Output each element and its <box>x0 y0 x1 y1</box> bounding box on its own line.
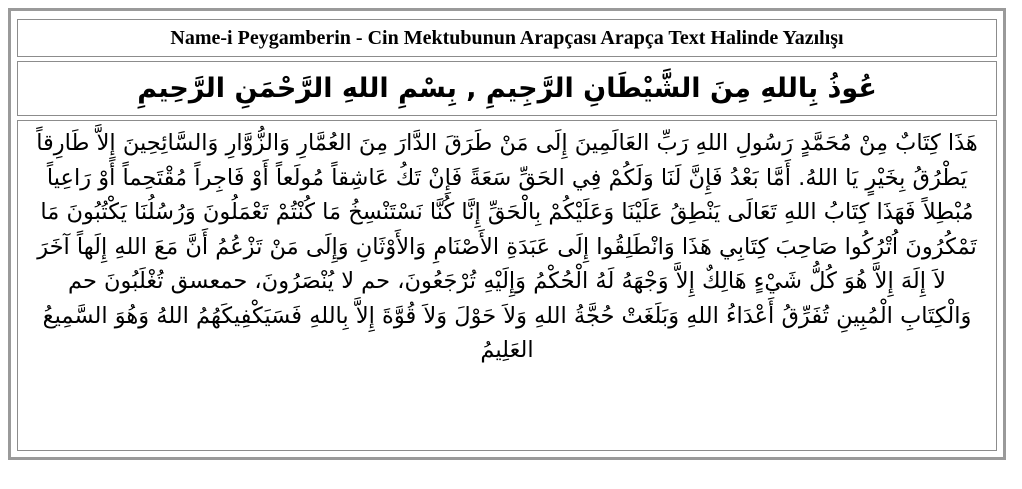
title-cell <box>17 19 997 57</box>
content-table <box>8 8 1006 460</box>
page-title: Name-i Peygamberin - Cin Mektubunun Arapçası Arapça Text Halinde Yazılışı <box>170 27 844 49</box>
basmala-cell <box>17 61 997 116</box>
letter-body-cell <box>17 120 997 451</box>
letter-body-text: هَذَا كِتَابٌ مِنْ مُحَمَّدٍ رَسُولِ اللهِ رَبِّ العَالَمِينَ إِلَى مَنْ طَرَقَ الدَّارَ مِنَ العُمَّارِ وَالزُّوَّارِ وَالسَّائِحِينَ إِلاَّ طَارِقاً يَطْرُقُ بِخَيْرٍ يَا اللهُ. أَمَّا بَعْدُ فَإِنَّ لَنَا وَلَكُمْ فِي الحَقِّ سَعَةً فَإِنْ تَكُ عَاشِقاً مُولَعاً أَوْ فَاجِراً مُقْتَحِماً أَوْ رَاعِياً مُبْطِلاً فَهَذَا كِتَابُ اللهِ تَعَالَى يَنْطِقُ عَلَيْنَا وَعَلَيْكُمْ بِالْحَقِّ إِنَّا كُنَّا نَسْتَنْسِخُ مَا كُنْتُمْ تَعْمَلُونَ وَرُسُلُنَا يَكْتُبُونَ مَا تَمْكُرُونَ اُتْرُكُوا صَاحِبَ كِتَابِي هَذَا وَانْطَلِقُوا إِلَى عَبَدَةِ الأَصْنَامِ وَالأَوْثَانِ وَإِلَى مَنْ تَزْعُمُ أَنَّ مَعَ اللهِ إِلَهاً آخَرَ لاَ إِلَهَ إِلاَّ هُوَ كُلُّ شَيْءٍ هَالِكٌ إِلاَّ وَجْهَهُ لَهُ الْحُكْمُ وَإِلَيْهِ تُرْجَعُونَ، حم لا يُنْصَرُونَ، حمعسق تُغْلَبُونَ حم وَالْكِتَابِ الْمُبِينِ تُفَرِّقُ أَعْدَاءُ اللهِ وَبَلَغَتْ حُجَّةُ اللهِ وَلاَ حَوْلَ وَلاَ قُوَّةَ إِلاَّ بِاللهِ فَسَيَكْفِيكَهُمُ اللهُ وَهُوَ السَّمِيعُ العَلِيمُ <box>36 130 978 363</box>
basmala-text: عُوذُ بِاللهِ مِنَ الشَّيْطَانِ الرَّجِيمِ , بِسْمِ اللهِ الرَّحْمَنِ الرَّحِيمِ <box>137 73 877 104</box>
